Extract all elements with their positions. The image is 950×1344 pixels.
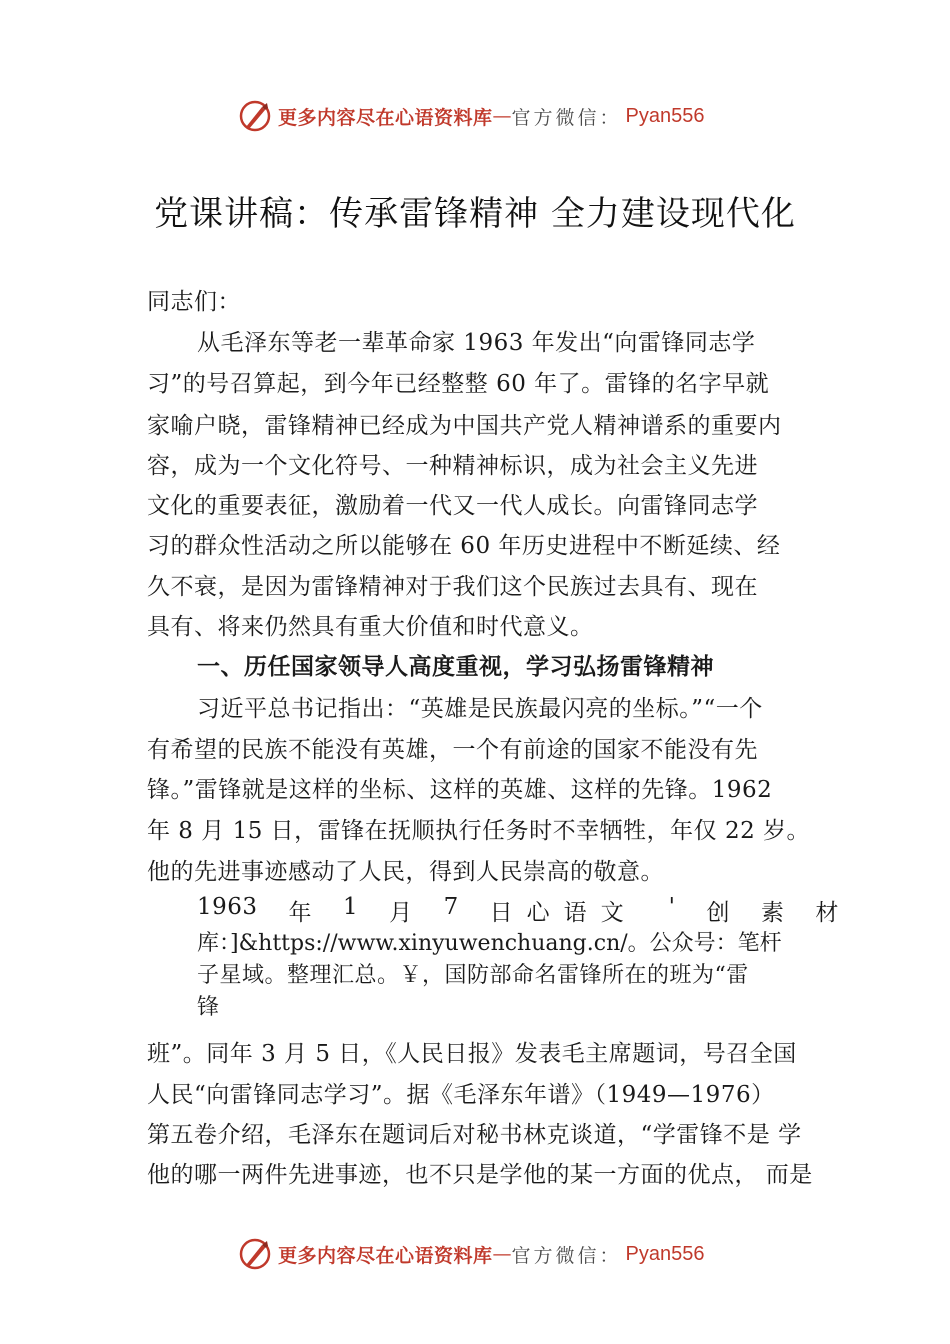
header-watermark-banner — [238, 96, 705, 136]
watermark-first-line — [197, 894, 839, 927]
watermark-token: 日心语文 — [489, 900, 638, 926]
para2-line: 他的先进事迹感动了人民，得到人民崇高的敬意。 — [147, 859, 664, 885]
quill-pen-logo-icon — [238, 99, 272, 133]
document-title: 党课讲稿：传承雷锋精神 全力建设现代化 — [154, 194, 796, 234]
watermark-token: 素 — [760, 900, 785, 926]
salutation: 同志们： — [147, 289, 241, 315]
banner-wechat-id: Pyan556 — [625, 1242, 705, 1265]
watermark-token: 月 — [389, 900, 413, 926]
para3-line: 班”。同年 3 月 5 日，《人民日报》发表毛主席题词，号召全国 — [147, 1041, 797, 1067]
watermark-token: 材 — [815, 900, 839, 926]
para2-line: 年 8 月 15 日，雷锋在抚顺执行任务时不幸牺牲，年仅 22 岁。 — [147, 818, 811, 844]
para1-line: 文化的重要表征，激励着一代又一代人成长。向雷锋同志学 — [147, 493, 758, 519]
banner-official-label: 官方微信： — [511, 1244, 622, 1267]
banner-official-label: 官方微信： — [511, 106, 622, 129]
watermark-token: 创 — [706, 900, 730, 926]
para1-line: 习的群众性活动之所以能够在 60 年历史进程中不断延续、经 — [147, 533, 781, 559]
banner-brand-text: 更多内容尽在心语资料库 — [278, 1244, 493, 1267]
para2-line: 有希望的民族不能没有英雄，一个有前途的国家不能没有先 — [147, 737, 758, 763]
banner-separator: — — [492, 105, 512, 127]
watermark-line: 子星域。整理汇总。￥，国防部命名雷锋所在的班为“雷 — [197, 963, 749, 988]
watermark-token: 1 — [342, 894, 359, 920]
para3-line: 第五卷介绍，毛泽东在题词后对秘书林克谈道，“学雷锋不是 学 — [147, 1122, 802, 1148]
section-heading: 一、历任国家领导人高度重视，学习弘扬雷锋精神 — [197, 654, 714, 680]
watermark-token: 1963 — [197, 894, 258, 920]
para3-line: 他的哪一两件先进事迹，也不只是学他的某一方面的优点， 而是 — [147, 1162, 813, 1188]
para1-line: 习”的号召算起，到今年已经整整 60 年了。雷锋的名字早就 — [147, 371, 770, 397]
para3-line: 人民“向雷锋同志学习”。据《毛泽东年谱》（1949—1976） — [147, 1082, 775, 1108]
watermark-line: 锋 — [197, 995, 220, 1020]
banner-brand-text: 更多内容尽在心语资料库 — [278, 106, 493, 129]
quill-pen-logo-icon — [238, 1237, 272, 1271]
para1-line: 容，成为一个文化符号、一种精神标识，成为社会主义先进 — [147, 453, 758, 479]
para2-line: 习近平总书记指出：“英雄是民族最闪亮的坐标。”“一个 — [197, 696, 763, 722]
banner-wechat-id: Pyan556 — [625, 104, 705, 127]
para2-line: 锋。”雷锋就是这样的坐标、这样的英雄、这样的先锋。1962 — [147, 777, 773, 803]
para1-line: 具有、将来仍然具有重大价值和时代意义。 — [147, 614, 594, 640]
watermark-token: 年 — [288, 900, 313, 926]
watermark-token: 7 — [443, 894, 459, 920]
para1-line: 从毛泽东等老一辈革命家 1963 年发出“向雷锋同志学 — [197, 330, 756, 356]
watermark-line: 库：]&https://www.xinyuwenchuang.cn/。公众号：笔杆 — [197, 931, 782, 956]
footer-watermark-banner — [238, 1234, 705, 1274]
watermark-token: ' — [668, 894, 676, 920]
banner-separator: — — [492, 1243, 512, 1265]
para1-line: 久不衰，是因为雷锋精神对于我们这个民族过去具有、现在 — [147, 574, 758, 600]
para1-line: 家喻户晓，雷锋精神已经成为中国共产党人精神谱系的重要内 — [147, 413, 782, 439]
